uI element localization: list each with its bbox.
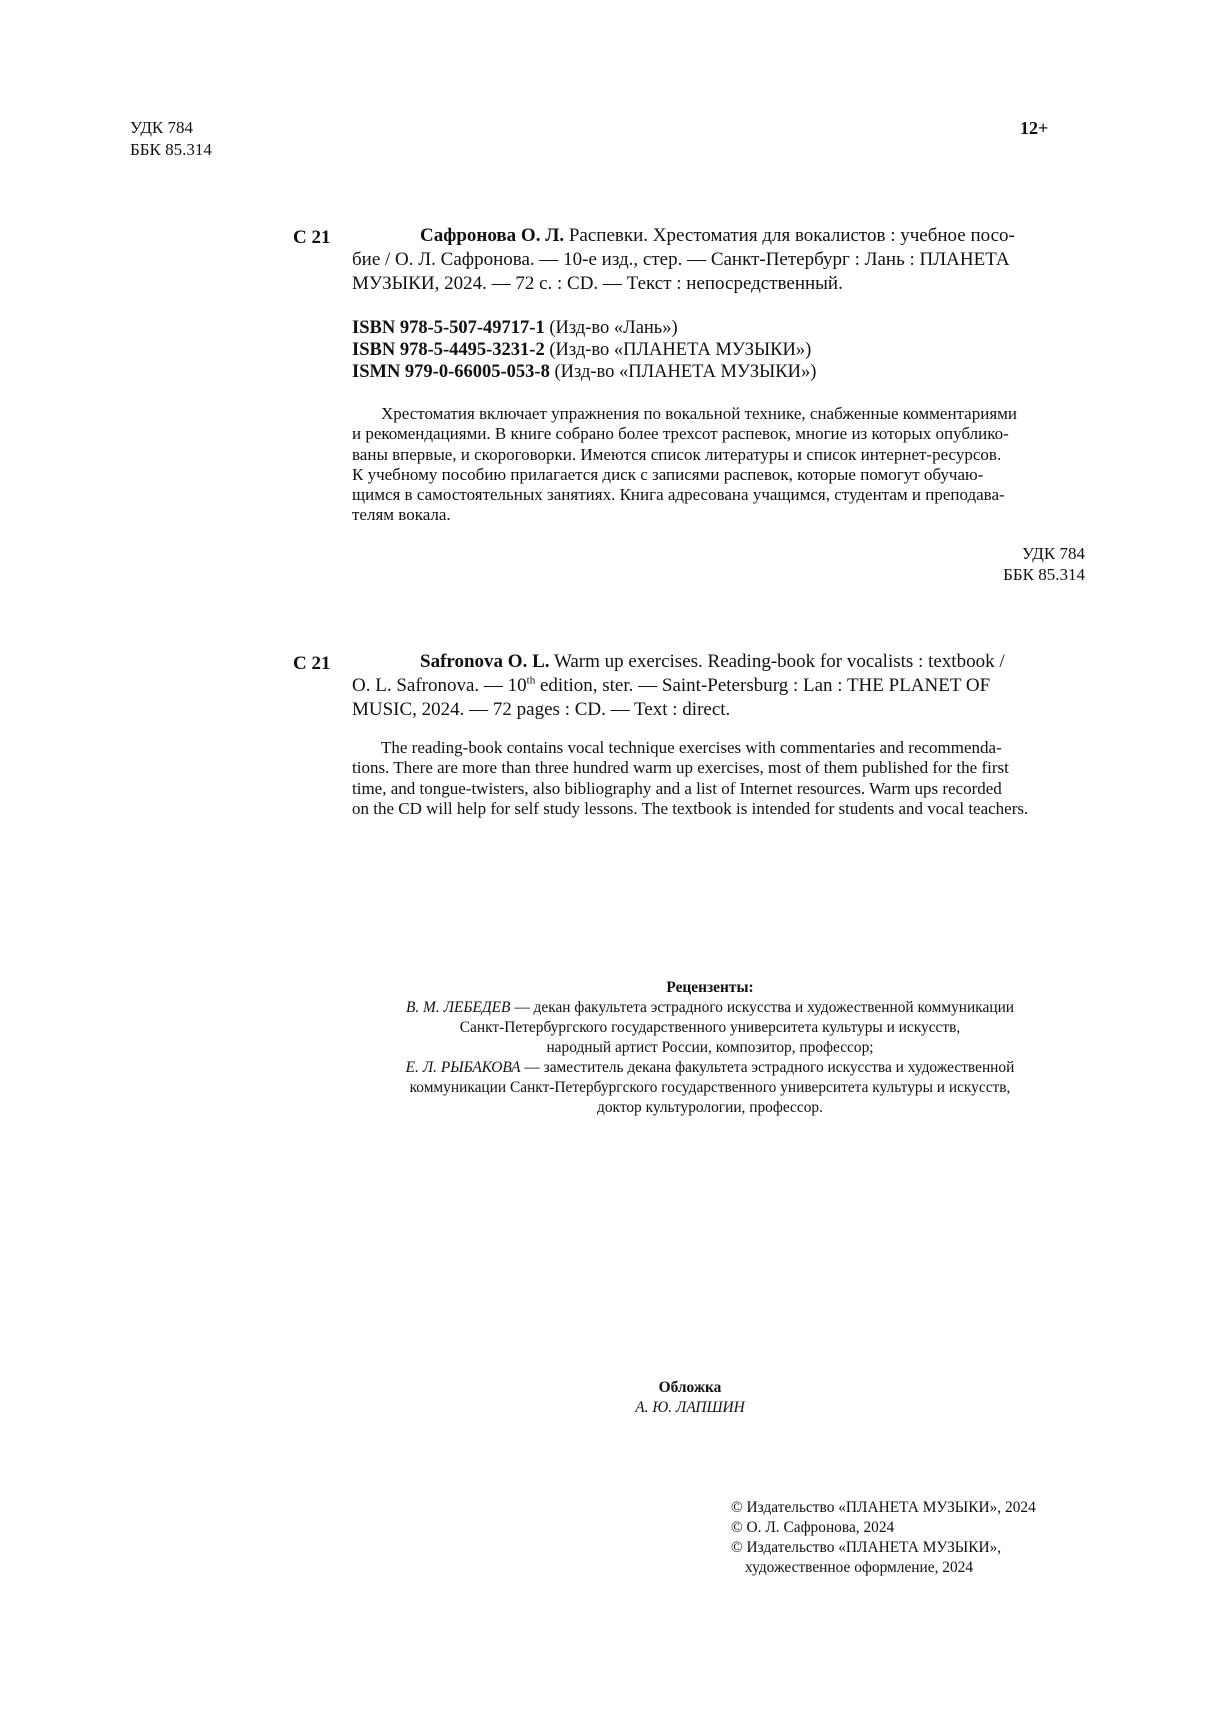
- en-annotation-line: on the CD will help for self study lessons. The textbook is intended for students and vocal teachers.: [352, 798, 1029, 818]
- isbn-publisher: (Изд-во «ПЛАНЕТА МУЗЫКИ»): [549, 340, 812, 360]
- ru-annotation: [352, 404, 1085, 526]
- isbn-row: [352, 317, 816, 339]
- en-desc-line3: MUSIC, 2024. — 72 pages : CD. — Text : direct.: [352, 699, 731, 720]
- en-annotation-line: time, and tongue-twisters, also bibliography and a list of Internet resources. Warm ups recorded: [352, 778, 1002, 798]
- top-classification: [130, 117, 212, 161]
- ru-desc-line2: бие / О. Л. Сафронова. — 10-е изд., стер. — Санкт-Петербург : Лань : ПЛАНЕТА: [352, 249, 1010, 270]
- ru-annotation-line: щимся в самостоятельных занятиях. Книга адресована учащимся, студентам и преподава-: [352, 485, 1005, 505]
- en-desc-line2-pre: O. L. Safronova. — 10: [352, 675, 527, 696]
- reviewer-1-text: — декан факультета эстрадного искусства и художественной коммуникации: [510, 999, 1015, 1016]
- cover-heading: Обложка: [658, 1379, 722, 1396]
- isbn-id: ISBN 978-5-4495-3231-2: [352, 340, 545, 360]
- isbn-publisher: (Изд-во «Лань»): [549, 318, 678, 338]
- ismn-id: ISMN 979-0-66005-053-8: [352, 362, 550, 382]
- ru-annotation-line: ваны впервые, и скороговорки. Имеются список литературы и список интернет-ресурсов.: [352, 444, 1002, 464]
- age-rating: 12+: [1020, 118, 1049, 138]
- reviewers-block: [330, 978, 1090, 1118]
- ru-entry-code: С 21: [293, 227, 331, 248]
- reviewers-heading: Рецензенты:: [666, 979, 754, 996]
- ru-desc-line1: Распевки. Хрестоматия для вокалистов : учебное посо-: [568, 225, 1015, 246]
- reviewer-1: [330, 998, 1090, 1018]
- isbn-id: ISBN 978-5-507-49717-1: [352, 318, 545, 338]
- ru-annotation-line: К учебному пособию прилагается диск с записями распевок, которые помогут обучаю-: [352, 464, 984, 484]
- udk-right: УДК 784: [1021, 544, 1085, 563]
- ru-annotation-line: и рекомендациями. В книге собрано более трехсот распевок, многие из которых опублико-: [352, 424, 1009, 444]
- reviewer-1-line3: народный артист России, композитор, профессор;: [546, 1039, 874, 1056]
- reviewer-1-line2: Санкт-Петербургского государственного университета культуры и искусств,: [459, 1019, 961, 1036]
- edition-superscript: th: [526, 674, 536, 687]
- copyright-line: © О. Л. Сафронова, 2024: [731, 1519, 895, 1536]
- reviewer-2-text: — заместитель декана факультета эстрадного искусства и художественной: [520, 1059, 1015, 1076]
- ismn-row: [352, 361, 816, 383]
- ru-entry-description: [352, 224, 1085, 296]
- cover-designer: А. Ю. ЛАПШИН: [635, 1399, 745, 1416]
- reviewer-2: [330, 1058, 1090, 1078]
- copyright-line: © Издательство «ПЛАНЕТА МУЗЫКИ»,: [731, 1539, 1002, 1556]
- copyright-line: художественное оформление, 2024: [745, 1559, 974, 1576]
- udk-top: УДК 784: [130, 118, 194, 137]
- bbk-top: ББК 85.314: [130, 140, 212, 159]
- reviewer-2-name: Е. Л. РЫБАКОВА: [405, 1059, 521, 1076]
- ru-classification: [900, 543, 1085, 585]
- copyright-block: [731, 1498, 1036, 1578]
- isbn-row: [352, 339, 816, 361]
- en-desc-line2-post: edition, ster. — Saint-Petersburg : Lan : THE PLANET OF: [535, 675, 991, 696]
- en-annotation: [352, 738, 1085, 819]
- reviewer-1-name: В. М. ЛЕБЕДЕВ: [405, 999, 511, 1016]
- en-entry-description: [352, 650, 1085, 722]
- ru-annotation-line: телям вокала.: [352, 505, 451, 525]
- en-annotation-line: tions. There are more than three hundred warm up exercises, most of them published for the first: [352, 758, 1009, 778]
- reviewer-2-line3: доктор культурологии, профессор.: [597, 1099, 823, 1116]
- en-entry-code: С 21: [293, 653, 331, 674]
- copyright-line: © Издательство «ПЛАНЕТА МУЗЫКИ», 2024: [731, 1499, 1036, 1516]
- ru-author: Сафронова О. Л.: [420, 225, 565, 246]
- ismn-publisher: (Изд-во «ПЛАНЕТА МУЗЫКИ»): [554, 362, 817, 382]
- en-author: Safronova O. L.: [420, 651, 550, 672]
- reviewer-2-line2: коммуникации Санкт-Петербургского государственного университета культуры и искусств,: [409, 1079, 1011, 1096]
- cover-credit: [560, 1378, 820, 1418]
- en-desc-line2: [352, 674, 1085, 698]
- en-annotation-line: The reading-book contains vocal technique exercises with commentaries and recommenda-: [381, 738, 1002, 757]
- bbk-right: ББК 85.314: [1003, 565, 1085, 584]
- en-desc-line1: Warm up exercises. Reading-book for vocalists : textbook /: [553, 651, 1005, 672]
- isbn-list: [352, 317, 816, 383]
- ru-desc-line3: МУЗЫКИ, 2024. — 72 с. : CD. — Текст : непосредственный.: [352, 273, 843, 294]
- ru-annotation-line: Хрестоматия включает упражнения по вокальной технике, снабженные комментариями: [381, 404, 1017, 423]
